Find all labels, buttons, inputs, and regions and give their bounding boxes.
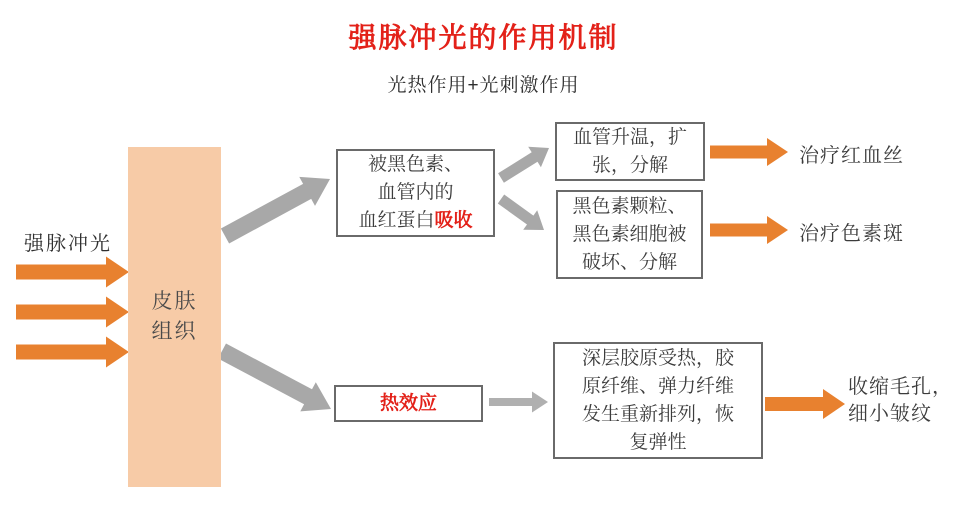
- absorption-box: [336, 149, 495, 237]
- vessel-effect-box: [555, 122, 705, 181]
- collagen-line1: 深层胶原受热，胶: [581, 347, 734, 369]
- collagen-line3: 发生重新排列，恢: [581, 403, 734, 425]
- vessel-line1: 血管升温，扩: [572, 126, 687, 148]
- melanin-line3: 破坏、分解: [581, 251, 677, 273]
- absorption-line3-prefix: 血红蛋白: [358, 210, 435, 231]
- skin-to-thermal-arrow: [218, 344, 331, 412]
- collagen-line4: 复弹性: [629, 431, 687, 453]
- outcome-pores-label: [848, 374, 953, 428]
- absorption-to-vessel-arrow: [498, 147, 549, 183]
- absorption-highlight: 吸收: [434, 210, 473, 231]
- absorption-line3: [358, 207, 472, 235]
- melanin-line1: 黑色素颗粒、: [572, 195, 687, 217]
- skin-tissue-box: [128, 147, 221, 487]
- thermal-to-collagen-arrow: [489, 392, 548, 413]
- collagen-line2: 原纤维、弹力纤维: [581, 375, 734, 397]
- collagen-to-outcome-arrow: [765, 389, 845, 419]
- vessel-to-outcome-arrow: [710, 138, 788, 166]
- ipl-beam-arrow-1: [16, 257, 129, 288]
- outcome-pores-line1: 收缩毛孔，: [848, 376, 953, 398]
- absorption-to-melanin-arrow: [498, 195, 544, 231]
- page-title: 强脉冲光的作用机制: [348, 22, 619, 53]
- skin-to-absorption-arrow: [221, 177, 330, 244]
- outcome-pigment-label: 治疗色素斑: [799, 223, 904, 245]
- skin-tissue-label-line1: 皮肤: [151, 290, 198, 313]
- absorption-line1: 被黑色素、: [367, 154, 463, 175]
- outcome-red-blood-label: 治疗红血丝: [799, 145, 904, 167]
- subtitle: 光热作用+光刺激作用: [387, 75, 580, 96]
- vessel-line2: 张，分解: [591, 154, 668, 176]
- ipl-source-label: 强脉冲光: [24, 233, 112, 255]
- ipl-beam-arrow-2: [16, 297, 129, 328]
- melanin-line2: 黑色素细胞被: [572, 223, 687, 245]
- melanin-effect-box: [556, 190, 703, 279]
- thermal-effect-label: 热效应: [379, 392, 437, 414]
- skin-tissue-label-line2: 组织: [151, 320, 198, 343]
- thermal-effect-box: [334, 385, 483, 422]
- ipl-beam-arrow-3: [16, 337, 129, 368]
- melanin-to-outcome-arrow: [710, 216, 788, 244]
- absorption-line2: 血管内的: [377, 182, 454, 203]
- collagen-effect-box: [553, 342, 763, 459]
- outcome-pores-line2: 细小皱纹: [848, 403, 932, 425]
